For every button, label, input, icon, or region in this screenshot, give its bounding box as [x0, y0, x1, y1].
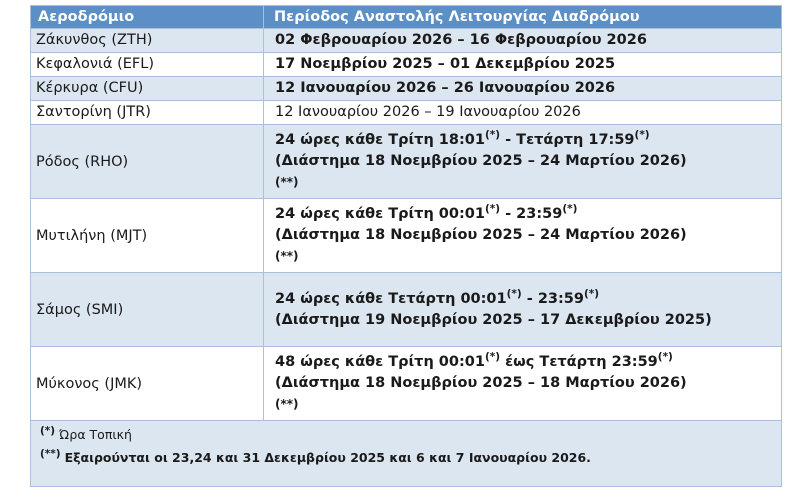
table-row: [31, 125, 782, 199]
footnote-text: Ώρα Τοπική: [59, 427, 132, 442]
schedule-separator: - 23:59: [500, 206, 563, 222]
airport-cell: Σάμος (SMI): [31, 273, 264, 347]
table-header-row: [31, 6, 782, 29]
footnote-mark: (**): [40, 448, 61, 460]
header-airport: Αεροδρόμιο: [31, 6, 264, 29]
airport-cell: Κέρκυρα (CFU): [31, 77, 264, 101]
exception-mark: (**): [275, 175, 299, 189]
interval-text: (Διάστημα 18 Νοεμβρίου 2025 – 24 Μαρτίου 2026): [275, 227, 687, 243]
period-cell: [264, 347, 782, 421]
airport-cell: Ρόδος (RHO): [31, 125, 264, 199]
schedule-separator: έως Τετάρτη 23:59: [500, 354, 658, 370]
footnote-exceptions: [40, 446, 774, 469]
runway-closure-table: [30, 5, 782, 487]
interval-text: (Διάστημα 18 Νοεμβρίου 2025 – 18 Μαρτίου 2026): [275, 375, 687, 391]
period-cell: [264, 199, 782, 273]
schedule-text: 24 ώρες κάθε Τετάρτη 00:01: [275, 290, 507, 307]
table-row: [31, 347, 782, 421]
exception-mark: (**): [275, 397, 299, 411]
header-period: Περίοδος Αναστολής Λειτουργίας Διαδρόμου: [264, 6, 782, 29]
table-row: [31, 29, 782, 53]
schedule-text: 24 ώρες κάθε Τρίτη 00:01: [275, 206, 485, 222]
local-time-mark: (*): [484, 129, 501, 141]
table-row: [31, 77, 782, 101]
interval-text: (Διάστημα 19 Νοεμβρίου 2025 – 17 Δεκεμβρίου 2025): [275, 311, 712, 328]
table-row: [31, 199, 782, 273]
table-row: [31, 53, 782, 77]
period-cell: [264, 273, 782, 347]
local-time-mark: (*): [583, 287, 600, 300]
local-time-mark: (*): [484, 351, 501, 363]
schedule-separator: - Τετάρτη 17:59: [500, 132, 635, 148]
footnotes-cell: [31, 421, 782, 487]
period-cell: 17 Νοεμβρίου 2025 – 01 Δεκεμβρίου 2025: [264, 53, 782, 77]
airport-cell: Σαντορίνη (JTR): [31, 101, 264, 125]
local-time-mark: (*): [562, 203, 578, 215]
table-row: [31, 101, 782, 125]
local-time-mark: (*): [506, 287, 522, 300]
period-cell: 12 Ιανουαρίου 2026 – 26 Ιανουαρίου 2026: [264, 77, 782, 101]
schedule-text: 24 ώρες κάθε Τρίτη 18:01: [275, 132, 485, 148]
schedule-separator: - 23:59: [521, 290, 584, 307]
footnote-text: Εξαιρούνται οι 23,24 και 31 Δεκεμβρίου 2025 και 6 και 7 Ιανουαρίου 2026.: [64, 450, 591, 465]
airport-cell: Μύκονος (JMK): [31, 347, 264, 421]
interval-text: (Διάστημα 18 Νοεμβρίου 2025 – 24 Μαρτίου 2026): [275, 153, 687, 169]
period-cell: [264, 125, 782, 199]
airport-cell: Κεφαλονιά (EFL): [31, 53, 264, 77]
local-time-mark: (*): [484, 203, 501, 215]
exception-mark: (**): [275, 249, 299, 263]
footnotes-row: [31, 421, 782, 487]
period-cell: 02 Φεβρουαρίου 2026 – 16 Φεβρουαρίου 2026: [264, 29, 782, 53]
footnote-mark: (*): [40, 425, 56, 437]
local-time-mark: (*): [634, 129, 650, 141]
table-row: [31, 273, 782, 347]
schedule-text: 48 ώρες κάθε Τρίτη 00:01: [275, 354, 485, 370]
local-time-mark: (*): [657, 351, 673, 363]
airport-cell: Ζάκυνθος (ZTH): [31, 29, 264, 53]
footnote-local-time: [40, 423, 774, 446]
period-cell: 12 Ιανουαρίου 2026 – 19 Ιανουαρίου 2026: [264, 101, 782, 125]
airport-cell: Μυτιλήνη (MJT): [31, 199, 264, 273]
